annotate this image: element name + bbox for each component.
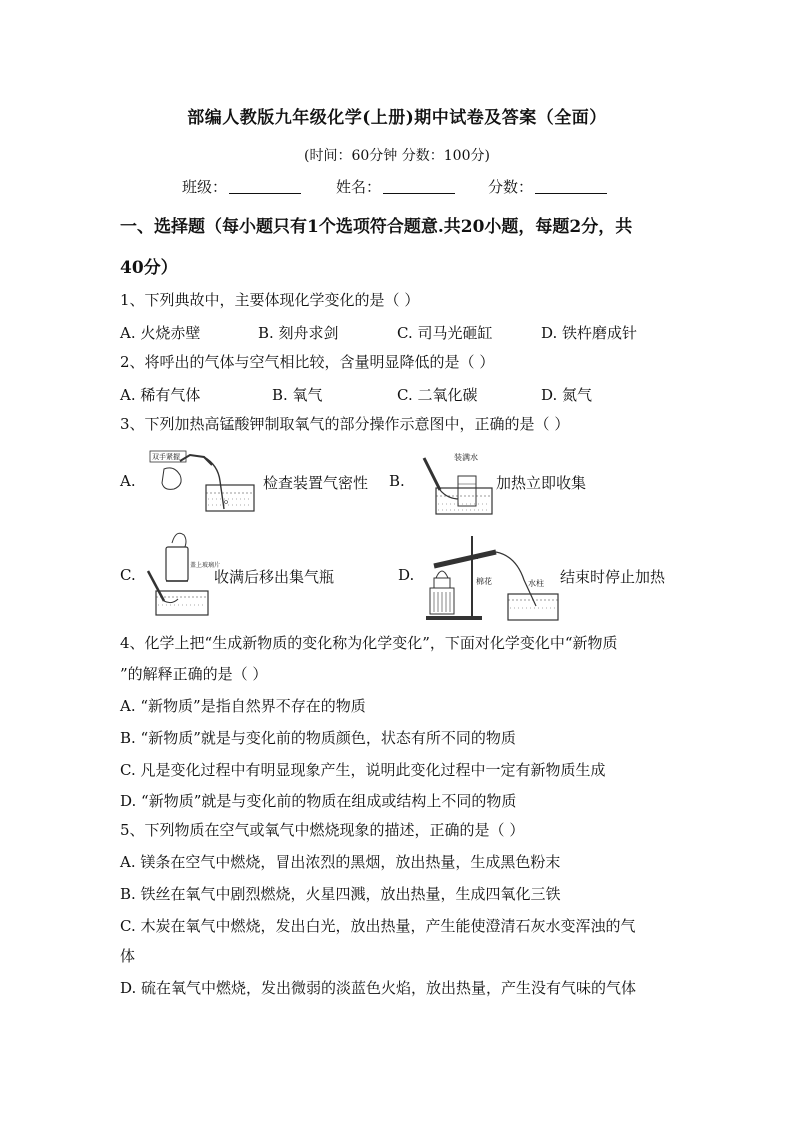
- q3-figure-b: [420, 452, 498, 518]
- q2-option-b: B. 氧气: [272, 386, 323, 404]
- q3-fig-b-text: 装满水: [454, 453, 478, 462]
- q5-option-a: A. 镁条在空气中燃烧，冒出浓烈的黑烟，放出热量，生成黑色粉末: [120, 853, 561, 871]
- question-4-stem: 4、化学上把“生成新物质的变化称为化学变化”，下面对化学变化中“新物质: [120, 634, 618, 652]
- name-label: 姓名：: [336, 178, 382, 196]
- q3-fig-c-text: 盖上玻璃片: [190, 562, 221, 569]
- score-field: [488, 176, 607, 197]
- q5-option-b: B. 铁丝在氧气中剧烈燃烧，火星四溅，放出热量，生成四氧化三铁: [120, 885, 561, 903]
- q3-option-d-caption: 结束时停止加热: [560, 568, 666, 586]
- q3-figure-c: [146, 527, 221, 617]
- page-title: 部编人教版九年级化学(上册)期中试卷及答案（全面）: [187, 108, 607, 128]
- name-blank[interactable]: [383, 179, 455, 194]
- q3-option-d-letter: D.: [398, 566, 415, 584]
- question-4-stem-cont: ”的解释正确的是（ ）: [120, 665, 268, 683]
- question-1-stem: 1、下列典故中，主要体现化学变化的是（ ）: [120, 291, 420, 309]
- q3-option-a-caption: 检查装置气密性: [263, 474, 369, 492]
- q2-option-a: A. 稀有气体: [120, 386, 201, 404]
- section-heading: 一、选择题（每小题只有1个选项符合题意.共20小题，每题2分，共: [120, 217, 633, 237]
- q3-figure-a: [146, 447, 258, 517]
- q5-option-c: C. 木炭在氧气中燃烧，发出白光，放出热量，产生能使澄清石灰水变浑浊的气: [120, 917, 636, 935]
- question-2-stem: 2、将呼出的气体与空气相比较，含量明显降低的是（ ）: [120, 353, 495, 371]
- class-field: [182, 176, 301, 197]
- section-heading-cont: 40分）: [120, 258, 178, 278]
- q4-option-a: A. “新物质”是指自然界不存在的物质: [120, 697, 366, 715]
- question-3-stem: 3、下列加热高锰酸钾制取氧气的部分操作示意图中，正确的是（ ）: [120, 415, 570, 433]
- class-label: 班级：: [182, 178, 228, 196]
- exam-time-score: (时间：60分钟 分数：100分): [304, 148, 490, 164]
- q1-option-a: A. 火烧赤壁: [120, 324, 201, 342]
- q4-option-c: C. 凡是变化过程中有明显现象产生，说明此变化过程中一定有新物质生成: [120, 761, 606, 779]
- class-blank[interactable]: [229, 179, 301, 194]
- score-label: 分数：: [488, 178, 534, 196]
- name-field: [336, 176, 455, 197]
- q3-fig-d-text-water: 水柱: [528, 579, 544, 588]
- q3-option-b-letter: B.: [389, 472, 405, 490]
- q1-option-c: C. 司马光砸缸: [397, 324, 493, 342]
- q3-figure-d: [424, 530, 560, 622]
- q4-option-d: D. “新物质”就是与变化前的物质在组成或结构上不同的物质: [120, 792, 517, 810]
- q3-fig-a-text: 双手紧握: [152, 453, 180, 461]
- q4-option-b: B. “新物质”就是与变化前的物质颜色，状态有所不同的物质: [120, 729, 516, 747]
- question-5-stem: 5、下列物质在空气或氧气中燃烧现象的描述，正确的是（ ）: [120, 821, 525, 839]
- q5-option-c-cont: 体: [120, 947, 136, 965]
- q3-option-c-letter: C.: [120, 566, 136, 584]
- q1-option-d: D. 铁杵磨成针: [541, 324, 638, 342]
- q2-option-d: D. 氮气: [541, 386, 593, 404]
- q2-option-c: C. 二氧化碳: [397, 386, 478, 404]
- q5-option-d: D. 硫在氧气中燃烧，发出微弱的淡蓝色火焰，放出热量，产生没有气味的气体: [120, 979, 637, 997]
- q3-option-c-caption: 收满后移出集气瓶: [214, 568, 335, 586]
- q3-fig-d-text-cotton: 棉花: [476, 577, 492, 586]
- q1-option-b: B. 刻舟求剑: [258, 324, 339, 342]
- q3-option-b-caption: 加热立即收集: [496, 474, 587, 492]
- score-blank[interactable]: [535, 179, 607, 194]
- q3-option-a-letter: A.: [120, 472, 136, 490]
